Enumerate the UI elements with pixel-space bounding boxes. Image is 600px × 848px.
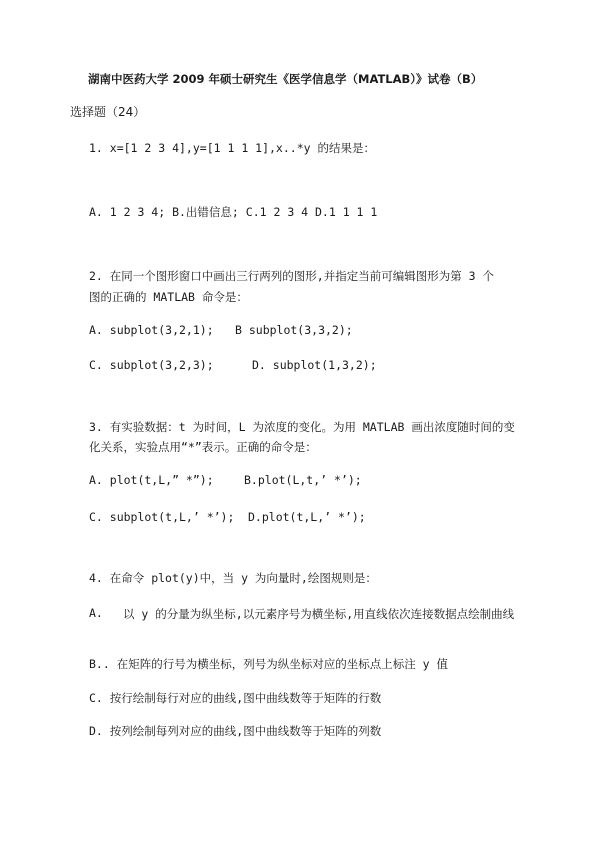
exam-title: 湖南中医药大学 2009 年硕士研究生《医学信息学（MATLAB）》试卷（B） <box>88 72 483 86</box>
question-4-option-a-text: 以 y 的分量为纵坐标,以元素序号为横坐标,用直线依次连接数据点绘制曲线 <box>123 607 515 621</box>
question-4-option-d: D. 按列绘制每列对应的曲线,图中曲线数等于矩阵的列数 <box>89 724 382 738</box>
question-2-stem-line1: 2. 在同一个图形窗口中画出三行两列的图形,并指定当前可编辑图形为第 3 个 <box>89 269 494 283</box>
question-3-option-a: A. plot(t,L,” *”); <box>89 473 214 487</box>
section-heading: 选择题（24） <box>70 105 146 119</box>
question-3-option-b: B.plot(L,t,’ *’); <box>244 473 362 487</box>
question-1-options: A. 1 2 3 4; B.出错信息; C.1 2 3 4 D.1 1 1 1 <box>89 205 378 219</box>
question-4-option-b: B.. 在矩阵的行号为横坐标，列号为纵坐标对应的坐标点上标注 y 值 <box>89 657 448 671</box>
question-2-stem-line2: 图的正确的 MATLAB 命令是： <box>89 290 248 304</box>
question-3-stem-line2: 化关系，实验点用“*”表示。正确的命令是： <box>89 440 317 454</box>
question-2-option-c: C. subplot(3,2,3); <box>89 358 214 372</box>
question-4-stem: 4. 在命令 plot(y)中，当 y 为向量时,绘图规则是： <box>89 571 377 585</box>
question-2-option-d: D. subplot(1,3,2); <box>252 358 377 372</box>
question-1-stem: 1. x=[1 2 3 4],y=[1 1 1 1],x..*y 的结果是： <box>89 141 375 155</box>
question-3-option-c: C. subplot(t,L,’ *’); <box>89 510 235 524</box>
question-2-option-b: B subplot(3,3,2); <box>235 323 353 337</box>
question-3-stem-line1: 3. 有实验数据：t 为时间，L 为浓度的变化。为用 MATLAB 画出浓度随时间的变 <box>89 420 515 434</box>
question-4-option-a-label: A. <box>89 606 103 620</box>
question-2-option-a: A. subplot(3,2,1); <box>89 323 214 337</box>
question-4-option-c: C. 按行绘制每行对应的曲线,图中曲线数等于矩阵的行数 <box>89 691 382 705</box>
question-3-option-d: D.plot(t,L,’ *’); <box>248 510 366 524</box>
